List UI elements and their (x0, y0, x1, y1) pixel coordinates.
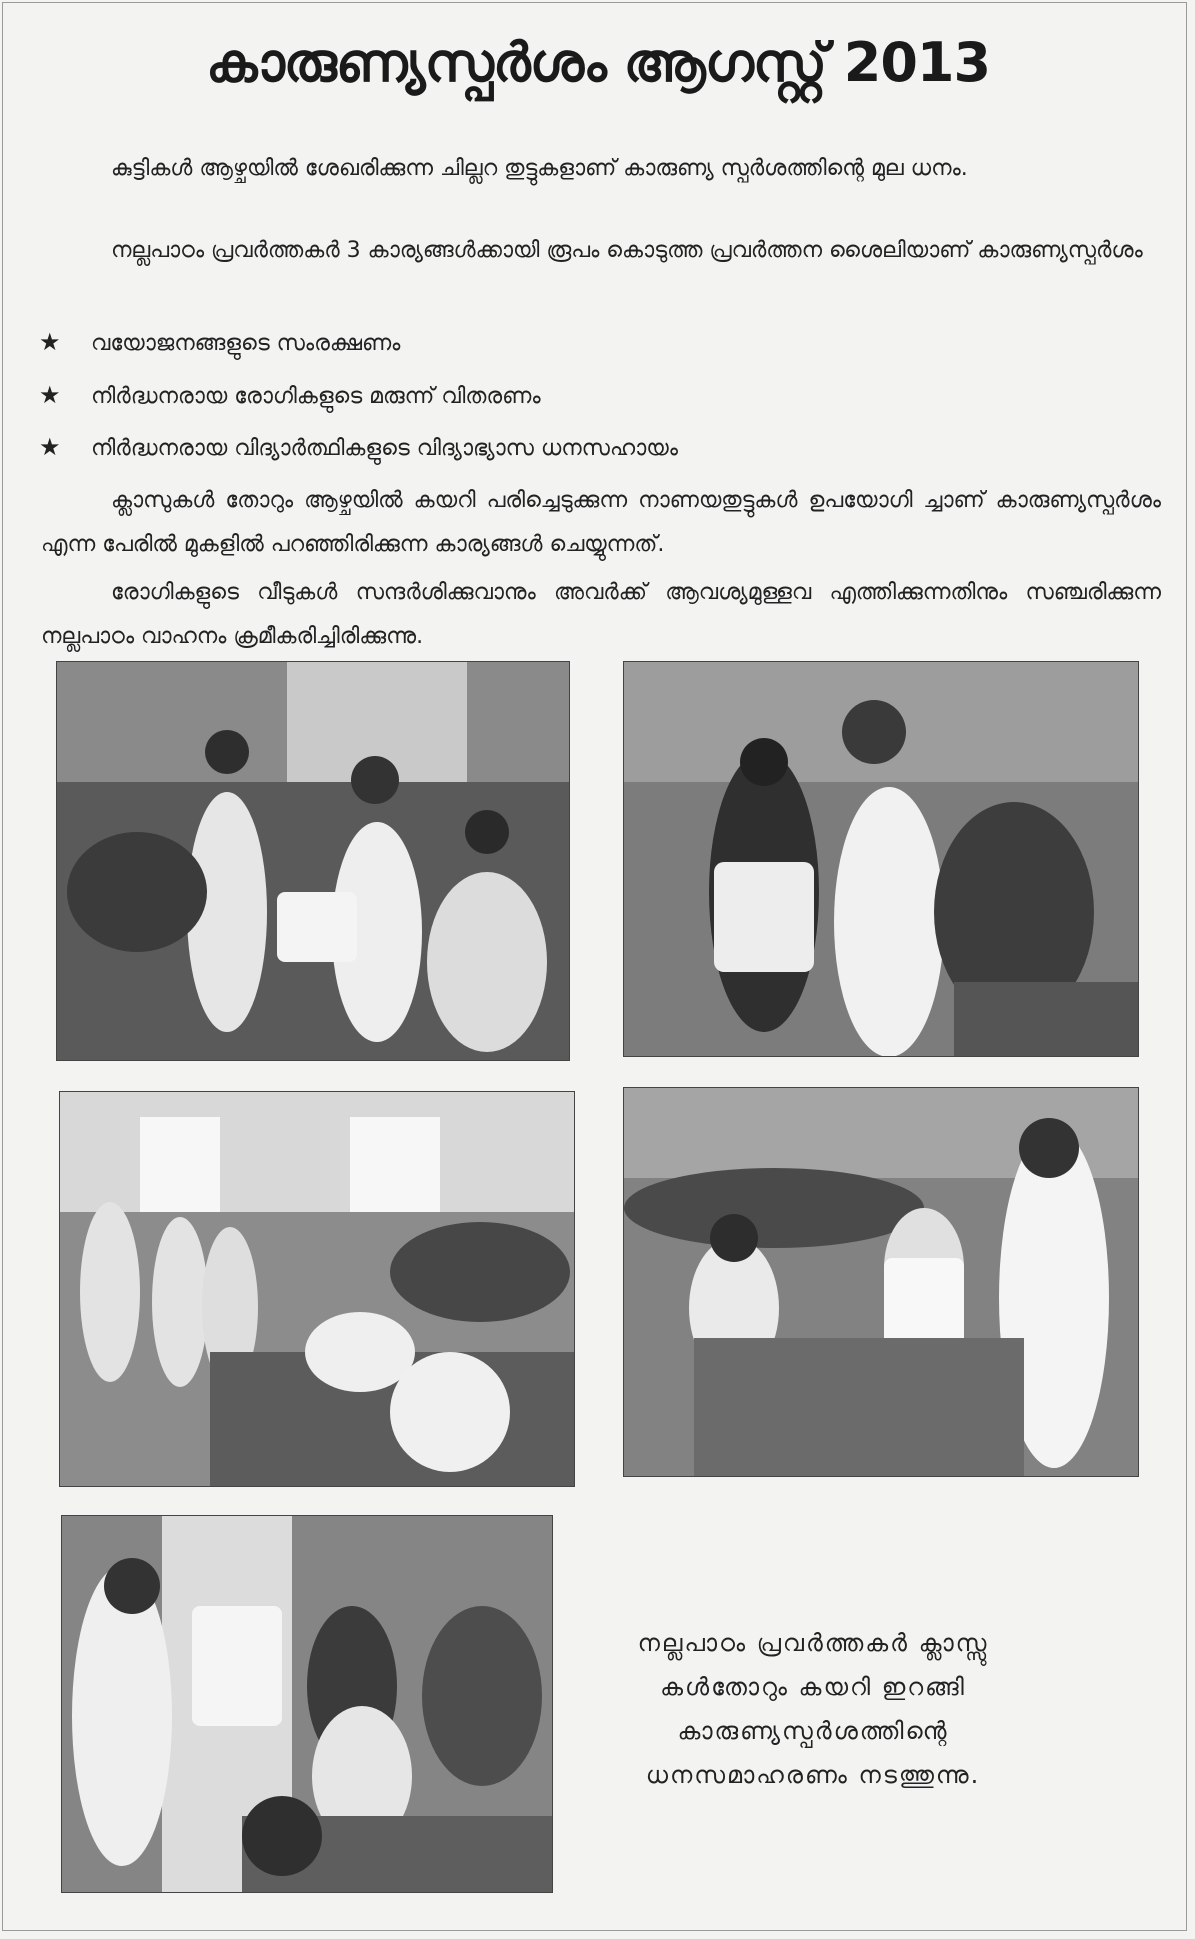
caption-line: ധനസമാഹരണം നടത്തുന്നു. (645, 1761, 981, 1789)
newsletter-page (2, 2, 1187, 1931)
bullet-item (39, 327, 400, 359)
bullet-item (39, 432, 678, 464)
star-icon: ★ (39, 328, 61, 356)
star-icon: ★ (39, 381, 61, 409)
classroom-photo-5 (61, 1515, 553, 1893)
classroom-photo-2 (623, 661, 1139, 1057)
page-title: കാരുണ്യസ്പർശം ആഗസ്റ്റ് 2013 (205, 31, 991, 94)
bullet-item (39, 380, 541, 412)
bullet-text: വയോജനങ്ങളുടെ സംരക്ഷണം (91, 331, 401, 356)
classroom-photo-3 (59, 1091, 575, 1487)
bullet-text: നിർദ്ധനരായ വിദ്യാർത്ഥികളുടെ വിദ്യാഭ്യാസ ധനസഹായം (91, 436, 678, 461)
photo-caption (578, 1621, 1048, 1797)
paragraph-intro: കുട്ടികൾ ആഴ്ചയിൽ ശേഖരിക്കുന്ന ചില്ലറ തുട്ടുകളാണ് കാരുണ്യ സ്പർശത്തിന്റെ മുല ധനം. (111, 156, 968, 181)
classroom-photo-1 (56, 661, 570, 1061)
classroom-photo-4 (623, 1087, 1139, 1477)
paragraph-purpose: നല്ലപാഠം പ്രവർത്തകർ 3 കാര്യങ്ങൾക്കായി രൂപം കൊടുത്ത പ്രവർത്തന ശൈലിയാണ് കാരുണ്യസ്പർശം (111, 238, 1143, 263)
caption-line: കൾതോറും കയറി ഇറങ്ങി (660, 1673, 966, 1701)
star-icon: ★ (39, 433, 61, 461)
paragraph-method: ക്ലാസുകൾ തോറും ആഴ്ചയിൽ കയറി പരിച്ചെടുക്കുന്ന നാണയതുട്ടുകൾ ഉപയോഗി ച്ചാണ് കാരുണ്യസ്പർശം എന്ന പേരിൽ മുകളിൽ പറഞ്ഞിരിക്കുന്ന കാര്യങ്ങൾ ചെയ്യുന്നത്. (41, 488, 1161, 557)
caption-line: കാരുണ്യസ്പർശത്തിന്റെ (677, 1717, 949, 1745)
caption-line: നല്ലപാഠം പ്രവർത്തകർ ക്ലാസ്സു (637, 1629, 989, 1657)
bullet-text: നിർദ്ധനരായ രോഗികളുടെ മരുന്ന് വിതരണം (91, 384, 541, 409)
paragraph-vehicle: രോഗികളുടെ വീടുകൾ സന്ദർശിക്കുവാനും അവർക്ക് ആവശ്യമുള്ളവ എത്തിക്കുന്നതിനും സഞ്ചരിക്കുന്ന നല്ലപാഠം വാഹനം ക്രമീകരിച്ചിരിക്കുന്നു. (41, 580, 1161, 649)
